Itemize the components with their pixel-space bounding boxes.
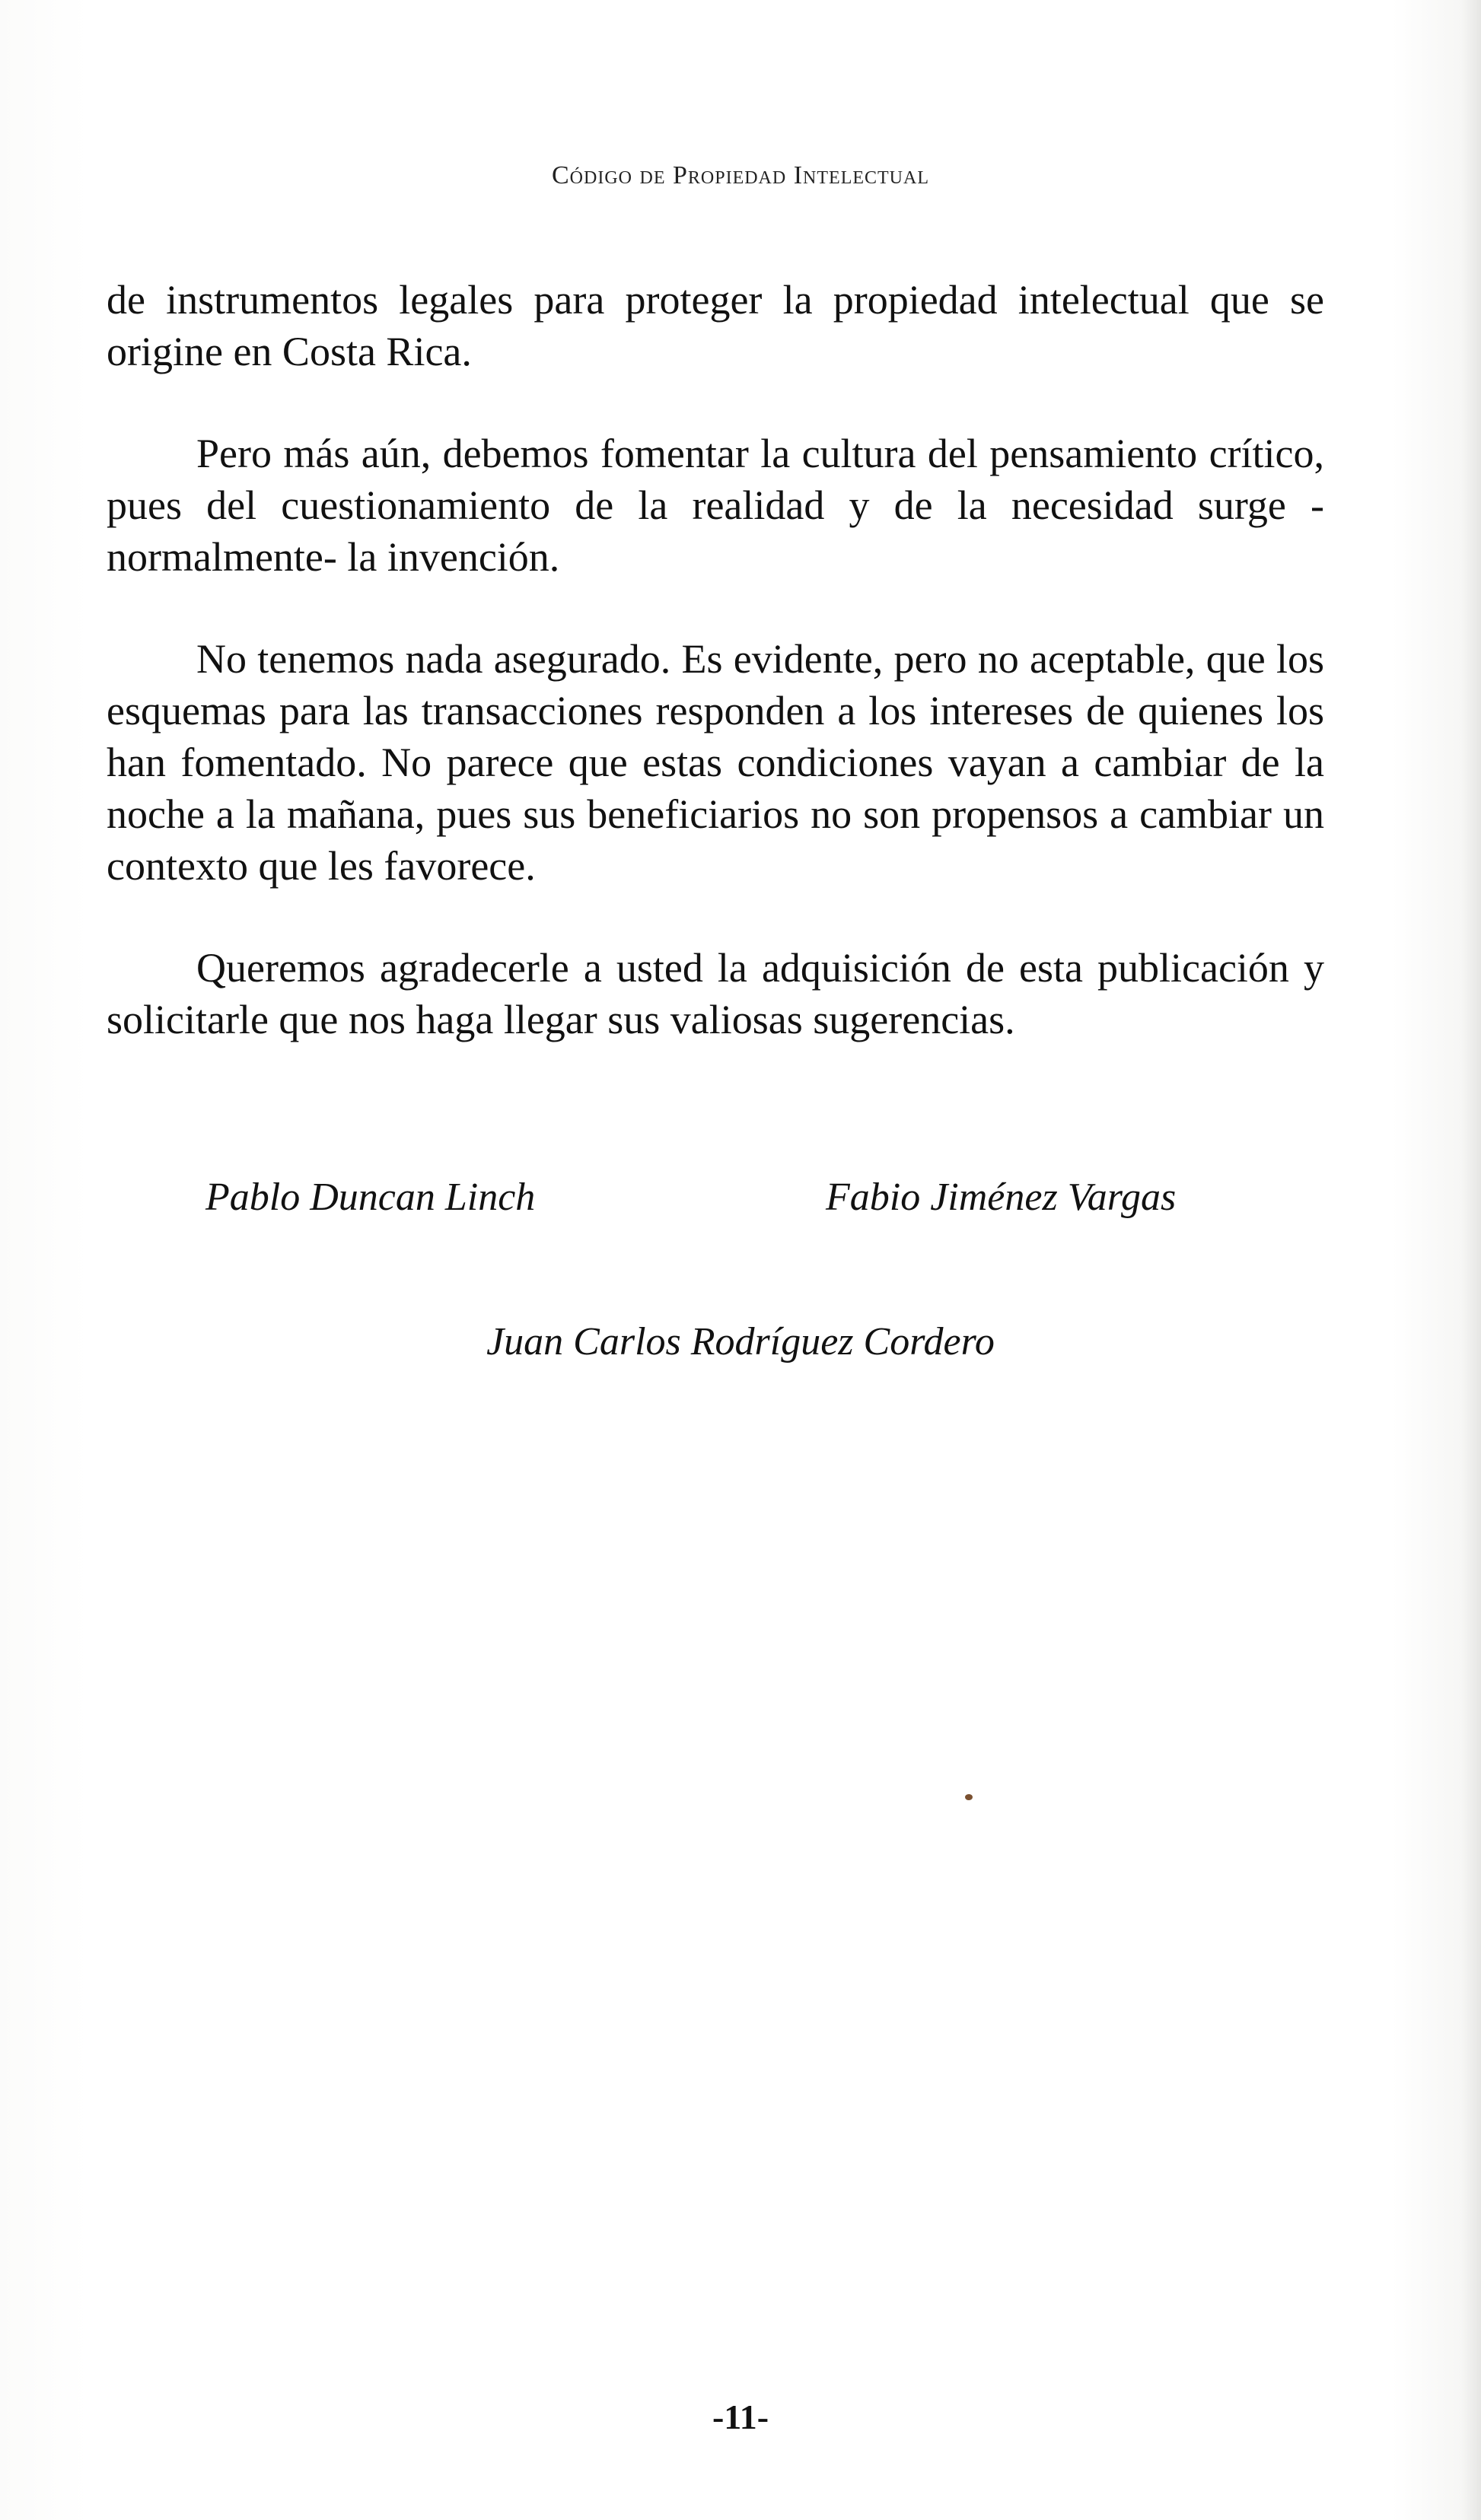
page-edge-shadow [1461,0,1481,2520]
paragraph-1: de instrumentos legales para proteger la propiedad intelectual que se origine en Costa Rica. [107,277,1324,374]
signature-left: Pablo Duncan Linch [205,1176,536,1219]
signature-center: Juan Carlos Rodríguez Cordero [486,1320,995,1363]
signatures-block [0,1172,1481,1363]
page-number: -11- [712,2398,769,2436]
paragraph-4: Queremos agradecerle a usted la adquisición de esta publicación y solicitarle que nos haga llegar sus valiosas sugerencias. [107,945,1324,1042]
ink-speck [965,1794,973,1800]
body-text [107,274,1324,1096]
running-header: Código de Propiedad Intelectual [551,161,930,189]
signature-right: Fabio Jiménez Vargas [826,1176,1177,1219]
paragraph-2: Pero más aún, debemos fomentar la cultura del pensamiento crítico, pues del cuestionamiento de la realidad y de la necesidad surge -normalmente- la invención. [107,431,1324,580]
signature-row [0,1172,1481,1248]
paragraph-3: No tenemos nada asegurado. Es evidente, pero no aceptable, que los esquemas para las transacciones responden a los intereses de quienes los han fomentado. No parece que estas condiciones vayan a cambiar de la noche a la mañana, pues sus beneficiarios no son propensos a cambiar un contexto que les favorece. [107,636,1324,889]
